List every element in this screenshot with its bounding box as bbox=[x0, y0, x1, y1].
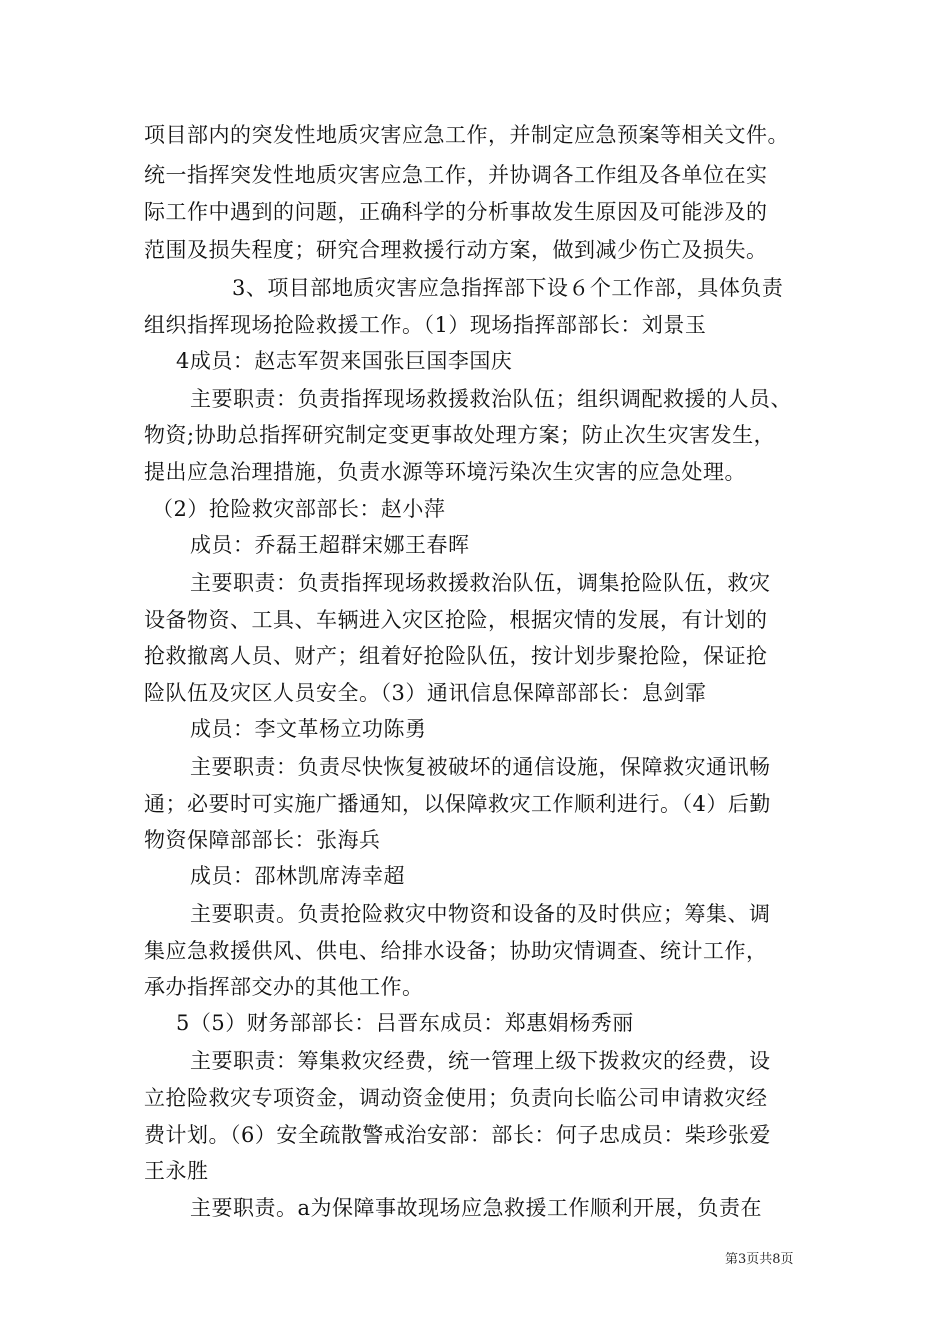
text-line: 主要职责：负责尽快恢复被破坏的通信设施，保障救灾通讯畅 bbox=[190, 755, 771, 779]
text-line: （2）抢险救灾部部长：赵小萍 bbox=[152, 497, 446, 521]
text-line: 王永胜 bbox=[144, 1159, 209, 1183]
text-line: 费计划。（6）安全疏散警戒治安部：部长：何子忠成员：柴珍张爱 bbox=[144, 1123, 771, 1147]
text-line: 主要职责：负责指挥现场救援救治队伍，调集抢险队伍，救灾 bbox=[190, 571, 771, 595]
text-line: 成员：李文革杨立功陈勇 bbox=[190, 717, 427, 741]
text-line: 5（5）财务部部长：吕晋东成员：郑惠娟杨秀丽 bbox=[176, 1011, 634, 1035]
page-number-footer: 第3页共8页 bbox=[725, 1252, 794, 1267]
text-line: 通；必要时可实施广播通知，以保障救灾工作顺利进行。（4）后勤 bbox=[144, 792, 771, 816]
text-line: 承办指挥部交办的其他工作。 bbox=[144, 975, 424, 999]
text-line: 3、项目部地质灾害应急指挥部下设６个工作部，具体负责 bbox=[232, 276, 784, 300]
text-line: 集应急救援供风、供电、给排水设备；协助灾情调查、统计工作， bbox=[144, 939, 768, 963]
text-line: 物资保障部部长：张海兵 bbox=[144, 828, 381, 852]
text-line: 主要职责：负责指挥现场救援救治队伍；组织调配救援的人员、 bbox=[190, 387, 792, 411]
text-line: 组织指挥现场抢险救援工作。（1）现场指挥部部长：刘景玉 bbox=[144, 313, 707, 337]
text-line: 成员：邵林凯席涛幸超 bbox=[190, 864, 405, 888]
text-line: 主要职责：筹集救灾经费，统一管理上级下拨救灾的经费，设 bbox=[190, 1049, 771, 1073]
text-line: 主要职责。负责抢险救灾中物资和设备的及时供应；筹集、调 bbox=[190, 902, 771, 926]
text-line: 范围及损失程度；研究合理救援行动方案，做到减少伤亡及损失。 bbox=[144, 238, 768, 262]
text-line: 设备物资、工具、车辆进入灾区抢险，根据灾情的发展，有计划的 bbox=[144, 608, 768, 632]
text-line: 抢救撤离人员、财产；组着好抢险队伍，按计划步聚抢险，保证抢 bbox=[144, 644, 768, 668]
text-line: 项目部内的突发性地质灾害应急工作，并制定应急预案等相关文件。 bbox=[144, 123, 789, 147]
text-line: 主要职责。a为保障事故现场应急救援工作顺利开展，负责在 bbox=[190, 1196, 763, 1220]
text-line: 提出应急治理措施，负责水源等环境污染次生灾害的应急处理。 bbox=[144, 460, 746, 484]
text-line: 4成员：赵志军贺来国张巨国李国庆 bbox=[176, 349, 513, 373]
text-line: 成员：乔磊王超群宋娜王春晖 bbox=[190, 533, 470, 557]
text-line: 统一指挥突发性地质灾害应急工作，并协调各工作组及各单位在实 bbox=[144, 163, 768, 187]
text-line: 立抢险救灾专项资金，调动资金使用；负责向长临公司申请救灾经 bbox=[144, 1086, 768, 1110]
text-line: 物资;协助总指挥研究制定变更事故处理方案；防止次生灾害发生， bbox=[144, 423, 776, 447]
text-line: 际工作中遇到的问题，正确科学的分析事故发生原因及可能涉及的 bbox=[144, 200, 768, 224]
text-line: 险队伍及灾区人员安全。（3）通讯信息保障部部长：息剑霏 bbox=[144, 681, 707, 705]
